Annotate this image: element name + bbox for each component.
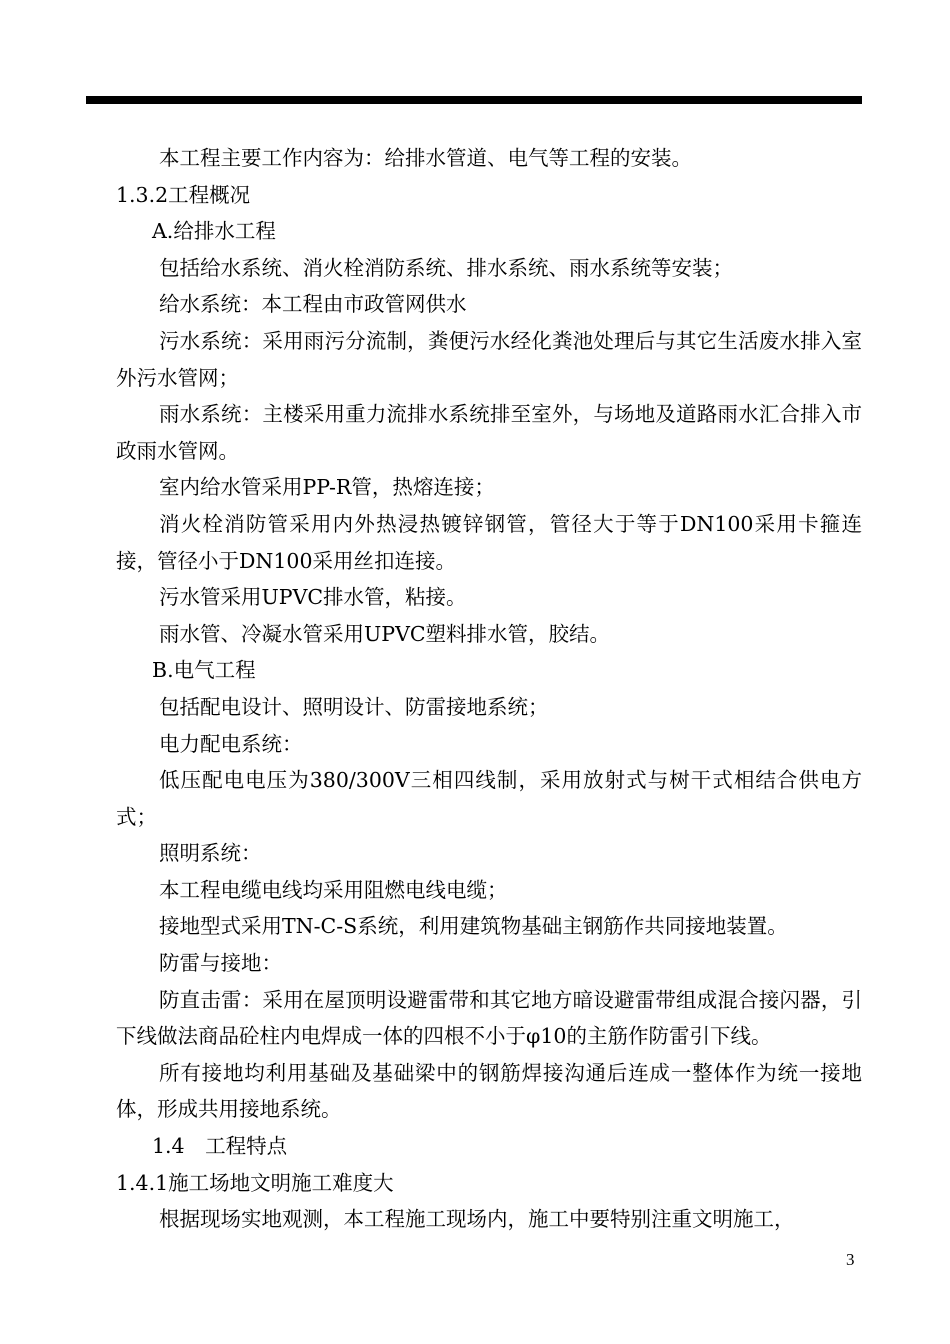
paragraph: 给水系统：本工程由市政管网供水 [159,292,467,317]
paragraph: 防雷与接地： [159,951,282,976]
subsection-heading: A.给排水工程 [152,219,276,244]
paragraph: 照明系统： [159,841,262,866]
paragraph: 接地型式采用TN-C-S系统，利用建筑物基础主钢筋作共同接地装置。 [159,914,788,939]
paragraph: 雨水系统：主楼采用重力流排水系统排至室外，与场地及道路雨水汇合排入市政雨水管网。 [116,402,862,463]
subsection-heading: B.电气工程 [152,658,256,683]
paragraph: 电力配电系统： [159,731,303,756]
section-heading: 1.3.2工程概况 [116,182,251,207]
document-body [116,140,862,1238]
paragraph: 本工程主要工作内容为：给排水管道、电气等工程的安装。 [159,146,692,170]
paragraph: 消火栓消防管采用内外热浸热镀锌钢管，管径大于等于DN100采用卡箍连接，管径小于DN100采用丝扣连接。 [116,511,862,573]
paragraph: 本工程电缆电线均采用阻燃电线电缆； [159,877,508,902]
paragraph: 污水系统：采用雨污分流制，粪便污水经化粪池处理后与其它生活废水排入室外污水管网； [116,328,862,390]
paragraph: 室内给水管采用PP-R管，热熔连接； [159,475,495,500]
paragraph: 包括给水系统、消火栓消防系统、排水系统、雨水系统等安装； [159,255,733,280]
paragraph: 根据现场实地观测，本工程施工现场内，施工中要特别注重文明施工， [159,1207,795,1232]
paragraph: 低压配电电压为380/300V三相四线制，采用放射式与树干式相结合供电方式； [116,768,862,829]
paragraph: 污水管采用UPVC排水管，粘接。 [159,585,467,610]
header-rule [86,96,862,104]
section-heading: 1.4 工程特点 [152,1134,288,1159]
subsection-heading: 1.4.1施工场地文明施工难度大 [116,1170,394,1195]
paragraph: 防直击雷：采用在屋顶明设避雷带和其它地方暗设避雷带组成混合接闪器，引下线做法商品砼柱内电焊成一体的四根不小于φ10的主筋作防雷引下线。 [116,987,862,1049]
paragraph: 所有接地均利用基础及基础梁中的钢筋焊接沟通后连成一整体作为统一接地体，形成共用接地系统。 [116,1060,862,1122]
paragraph: 雨水管、冷凝水管采用UPVC塑料排水管，胶结。 [159,621,611,646]
page-number: 3 [846,1250,855,1269]
paragraph: 包括配电设计、照明设计、防雷接地系统； [159,694,549,719]
